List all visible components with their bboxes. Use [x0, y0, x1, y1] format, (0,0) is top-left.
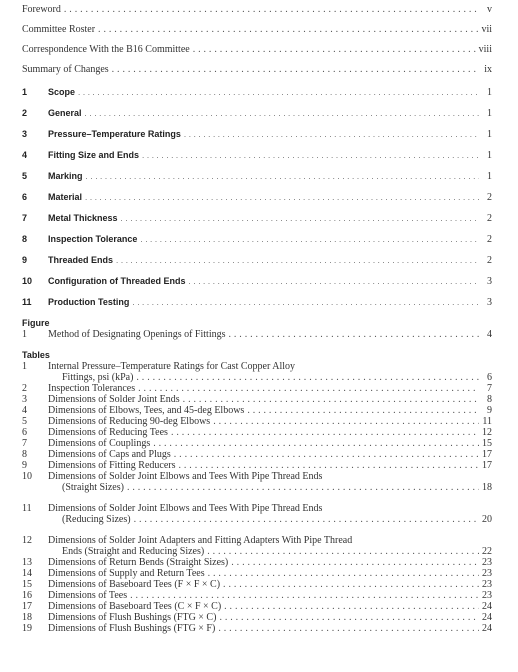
toc-entry-page: viii [478, 44, 492, 55]
leader-dots [140, 235, 479, 244]
toc-table[interactable] [22, 612, 492, 623]
section-page: 2 [487, 234, 492, 245]
table-number: 11 [22, 503, 32, 514]
toc-table[interactable] [22, 383, 492, 394]
tables-heading: Tables [22, 350, 50, 360]
table-page: 24 [482, 601, 492, 612]
toc-table[interactable] [22, 601, 492, 612]
toc-table[interactable] [22, 372, 492, 383]
table-title: Dimensions of Supply and Return Tees [48, 568, 205, 579]
table-page: 9 [487, 405, 492, 416]
toc-entry[interactable] [22, 24, 492, 35]
table-title: (Reducing Sizes) [62, 514, 131, 525]
table-title: Inspection Tolerances [48, 383, 136, 394]
section-title: Inspection Tolerance [48, 234, 138, 244]
section-page: 1 [487, 87, 492, 98]
table-number: 7 [22, 438, 27, 449]
toc-entry[interactable] [22, 4, 492, 15]
table-number: 1 [22, 361, 27, 372]
table-page: 12 [482, 427, 492, 438]
leader-dots [224, 601, 479, 612]
toc-section[interactable] [22, 234, 492, 245]
toc-table-line1[interactable] [22, 361, 492, 372]
leader-dots [121, 214, 479, 223]
table-title: Dimensions of Tees [48, 590, 128, 601]
table-page: 23 [482, 579, 492, 590]
leader-dots [247, 405, 479, 416]
table-title-line1: Dimensions of Solder Joint Elbows and Tees With Pipe Thread Ends [48, 471, 323, 482]
toc-section[interactable] [22, 87, 492, 98]
toc-table[interactable] [22, 449, 492, 460]
table-title: Dimensions of Baseboard Tees (C × F × C) [48, 601, 222, 612]
table-title: Dimensions of Flush Bushings (FTG × F) [48, 623, 216, 634]
leader-dots [184, 130, 479, 139]
section-title: Metal Thickness [48, 213, 118, 223]
toc-table[interactable] [22, 482, 492, 493]
table-title: Dimensions of Fitting Reducers [48, 460, 176, 471]
toc-figure[interactable] [22, 329, 492, 340]
leader-dots [136, 372, 479, 383]
toc-section[interactable] [22, 150, 492, 161]
toc-entry-title: Committee Roster [22, 24, 96, 35]
section-title: Fitting Size and Ends [48, 150, 140, 160]
leader-dots [183, 394, 479, 405]
section-number: 6 [22, 192, 28, 202]
leader-dots [223, 579, 479, 590]
leader-dots [171, 427, 479, 438]
figure-heading: Figure [22, 318, 50, 328]
table-title: Dimensions of Reducing Tees [48, 427, 168, 438]
section-number: 8 [22, 234, 28, 244]
toc-entry-page: vii [481, 24, 492, 35]
leader-dots [229, 329, 480, 340]
table-page: 24 [482, 612, 492, 623]
leader-dots [116, 256, 479, 265]
table-page: 11 [482, 416, 492, 427]
toc-table[interactable] [22, 405, 492, 416]
table-page: 8 [487, 394, 492, 405]
section-number: 4 [22, 150, 28, 160]
table-number: 4 [22, 405, 27, 416]
section-number: 3 [22, 129, 28, 139]
section-page: 2 [487, 192, 492, 203]
toc-table-line1[interactable] [22, 503, 492, 514]
toc-entry-title: Summary of Changes [22, 64, 109, 75]
table-title: Ends (Straight and Reducing Sizes) [62, 546, 205, 557]
leader-dots [85, 109, 479, 118]
table-number: 5 [22, 416, 27, 427]
toc-entry-page: v [487, 4, 492, 15]
table-page: 24 [482, 623, 492, 634]
leader-dots [231, 557, 479, 568]
toc-table[interactable] [22, 579, 492, 590]
leader-dots [98, 24, 478, 35]
toc-table-line1[interactable] [22, 471, 492, 482]
table-number: 6 [22, 427, 27, 438]
table-page: 20 [482, 514, 492, 525]
section-page: 3 [487, 276, 492, 287]
leader-dots [219, 612, 479, 623]
toc-entry[interactable] [22, 44, 492, 55]
table-number: 8 [22, 449, 27, 460]
table-number: 19 [22, 623, 32, 634]
figure-page: 4 [487, 329, 492, 340]
toc-entry-page: ix [484, 64, 492, 75]
toc-section[interactable] [22, 297, 492, 308]
toc-table-line1[interactable] [22, 535, 492, 546]
leader-dots [86, 172, 479, 181]
table-number: 13 [22, 557, 32, 568]
figure-number: 1 [22, 329, 27, 340]
table-number: 10 [22, 471, 32, 482]
section-number: 1 [22, 87, 28, 97]
toc-section[interactable] [22, 255, 492, 266]
toc-entry[interactable] [22, 64, 492, 75]
section-number: 9 [22, 255, 28, 265]
toc-table[interactable] [22, 557, 492, 568]
section-title: Pressure–Temperature Ratings [48, 129, 181, 139]
section-title: General [48, 108, 82, 118]
table-page: 17 [482, 449, 492, 460]
table-number: 2 [22, 383, 27, 394]
section-number: 10 [22, 276, 33, 286]
section-number: 2 [22, 108, 28, 118]
toc-table[interactable] [22, 623, 492, 634]
toc-table[interactable] [22, 514, 492, 525]
section-page: 1 [487, 108, 492, 119]
table-number: 14 [22, 568, 32, 579]
table-title: Fittings, psi (kPa) [62, 372, 134, 383]
table-title-line1: Dimensions of Solder Joint Elbows and Tees With Pipe Thread Ends [48, 503, 323, 514]
table-title: Dimensions of Solder Joint Ends [48, 394, 180, 405]
table-number: 15 [22, 579, 32, 590]
table-title: Dimensions of Elbows, Tees, and 45-deg Elbows [48, 405, 245, 416]
toc-table[interactable] [22, 568, 492, 579]
leader-dots [207, 546, 479, 557]
leader-dots [208, 568, 479, 579]
table-number: 18 [22, 612, 32, 623]
toc-section[interactable] [22, 276, 492, 287]
section-title: Production Testing [48, 297, 130, 307]
leader-dots [213, 416, 479, 427]
table-number: 16 [22, 590, 32, 601]
toc-table[interactable] [22, 438, 492, 449]
leader-dots [78, 88, 479, 97]
leader-dots [64, 4, 479, 15]
toc-entry-title: Foreword [22, 4, 61, 15]
table-title: Dimensions of Return Bends (Straight Sizes) [48, 557, 229, 568]
table-number: 17 [22, 601, 32, 612]
table-title: Dimensions of Baseboard Tees (F × F × C) [48, 579, 221, 590]
table-page: 23 [482, 557, 492, 568]
table-page: 22 [482, 546, 492, 557]
leader-dots [130, 590, 479, 601]
section-title: Threaded Ends [48, 255, 114, 265]
leader-dots [112, 64, 479, 75]
table-title: Dimensions of Couplings [48, 438, 151, 449]
toc-table[interactable] [22, 546, 492, 557]
table-page: 7 [487, 383, 492, 394]
section-title: Configuration of Threaded Ends [48, 276, 186, 286]
figure-title: Method of Designating Openings of Fittings [48, 329, 226, 340]
leader-dots [134, 514, 479, 525]
table-title: Dimensions of Flush Bushings (FTG × C) [48, 612, 217, 623]
section-title: Material [48, 192, 83, 202]
table-title: Dimensions of Caps and Plugs [48, 449, 171, 460]
leader-dots [132, 298, 479, 307]
toc-table[interactable] [22, 394, 492, 405]
section-page: 1 [487, 150, 492, 161]
table-page: 23 [482, 590, 492, 601]
leader-dots [218, 623, 479, 634]
section-number: 7 [22, 213, 28, 223]
toc-table[interactable] [22, 590, 492, 601]
table-page: 23 [482, 568, 492, 579]
leader-dots [138, 383, 479, 394]
leader-dots [189, 277, 480, 286]
section-page: 2 [487, 255, 492, 266]
section-title: Marking [48, 171, 83, 181]
table-title: (Straight Sizes) [62, 482, 124, 493]
leader-dots [127, 482, 479, 493]
toc-section[interactable] [22, 108, 492, 119]
table-title-line1: Dimensions of Solder Joint Adapters and Fitting Adapters With Pipe Thread [48, 535, 353, 546]
leader-dots [179, 460, 480, 471]
toc-section[interactable] [22, 171, 492, 182]
section-page: 1 [487, 129, 492, 140]
table-title: Dimensions of Reducing 90-deg Elbows [48, 416, 211, 427]
leader-dots [153, 438, 479, 449]
table-page: 17 [482, 460, 492, 471]
table-page: 6 [487, 372, 492, 383]
table-number: 12 [22, 535, 32, 546]
section-page: 1 [487, 171, 492, 182]
toc-section[interactable] [22, 213, 492, 224]
toc-section[interactable] [22, 129, 492, 140]
section-title: Scope [48, 87, 76, 97]
leader-dots [142, 151, 479, 160]
section-number: 5 [22, 171, 28, 181]
toc-entry-title: Correspondence With the B16 Committee [22, 44, 190, 55]
table-page: 18 [482, 482, 492, 493]
toc-table[interactable] [22, 427, 492, 438]
section-number: 11 [22, 297, 32, 307]
leader-dots [193, 44, 476, 55]
toc-table[interactable] [22, 416, 492, 427]
leader-dots [174, 449, 479, 460]
table-number: 3 [22, 394, 27, 405]
section-page: 2 [487, 213, 492, 224]
toc-table[interactable] [22, 460, 492, 471]
table-number: 9 [22, 460, 27, 471]
leader-dots [85, 193, 479, 202]
table-title-line1: Internal Pressure–Temperature Ratings for Cast Copper Alloy [48, 361, 296, 372]
table-page: 15 [482, 438, 492, 449]
section-page: 3 [487, 297, 492, 308]
toc-section[interactable] [22, 192, 492, 203]
